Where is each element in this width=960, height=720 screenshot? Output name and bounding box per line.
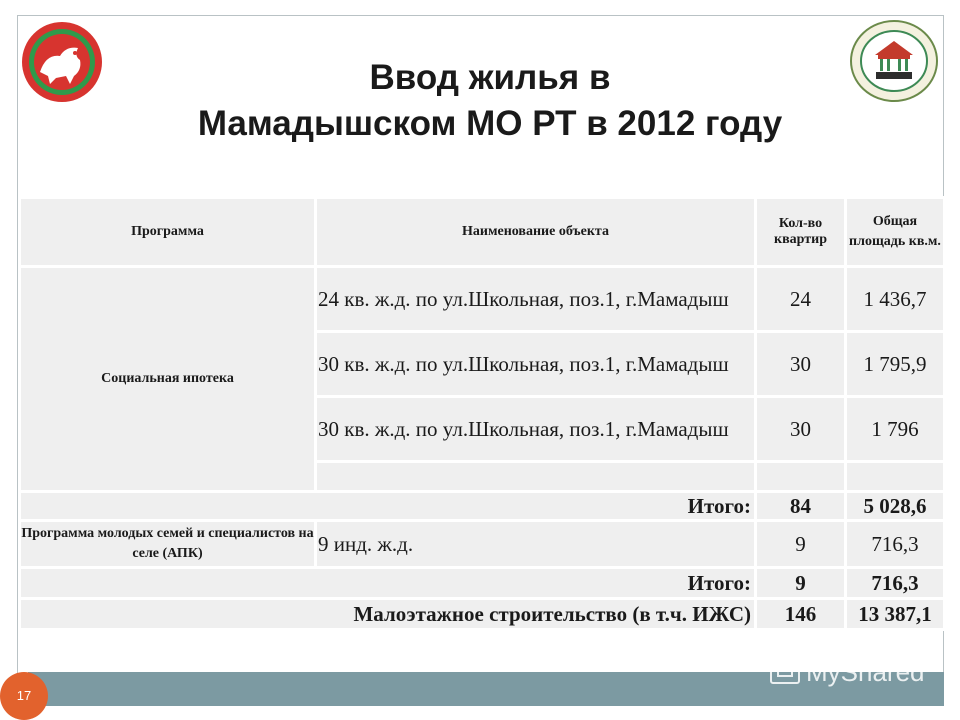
object-cell: 30 кв. ж.д. по ул.Школьная, поз.1, г.Мамадыш (317, 398, 754, 460)
page-number-badge: 17 (0, 672, 48, 720)
housing-fund-logo-icon (849, 19, 939, 103)
empty-cell (847, 463, 943, 490)
subtotal-row (21, 493, 943, 519)
tatarstan-emblem-icon (20, 20, 104, 104)
object-cell: 24 кв. ж.д. по ул.Школьная, поз.1, г.Мамадыш (317, 268, 754, 330)
header-area: Общая площадь кв.м. (847, 199, 943, 265)
presentation-icon (770, 660, 800, 684)
empty-cell (317, 463, 754, 490)
area-cell: 716,3 (847, 522, 943, 566)
header-object: Наименование объекта (317, 199, 754, 265)
grand-total-area: 13 387,1 (847, 600, 943, 628)
subtotal-row (21, 569, 943, 597)
apartments-cell: 24 (757, 268, 844, 330)
table-row (21, 268, 943, 330)
watermark (770, 655, 925, 689)
apartments-cell: 30 (757, 333, 844, 395)
object-cell: 9 инд. ж.д. (317, 522, 754, 566)
subtotal-apartments: 84 (757, 493, 844, 519)
title-line-2: Мамадышском МО РТ в 2012 году (197, 104, 783, 143)
area-cell: 1 796 (847, 398, 943, 460)
subtotal-area: 5 028,6 (847, 493, 943, 519)
header-apartments: Кол-во квартир (757, 199, 844, 265)
object-cell: 30 кв. ж.д. по ул.Школьная, поз.1, г.Мамадыш (317, 333, 754, 395)
subtotal-label: Итого: (21, 569, 754, 597)
title-line-1: Ввод жилья в (369, 58, 611, 97)
subtotal-label: Итого: (21, 493, 754, 519)
apartments-cell: 9 (757, 522, 844, 566)
apartments-cell: 30 (757, 398, 844, 460)
subtotal-apartments: 9 (757, 569, 844, 597)
grand-total-label: Малоэтажное строительство (в т.ч. ИЖС) (21, 600, 754, 628)
program-social-mortgage: Социальная ипотека (21, 268, 314, 490)
header-program: Программа (21, 199, 314, 265)
empty-cell (757, 463, 844, 490)
grand-total-apartments: 146 (757, 600, 844, 628)
area-cell: 1 436,7 (847, 268, 943, 330)
housing-table (18, 196, 946, 631)
grand-total-row (21, 600, 943, 628)
table-header-row (21, 199, 943, 265)
watermark-text: MyShared (806, 656, 925, 687)
page-title (120, 55, 860, 147)
table-row (21, 522, 943, 566)
program-young-families: Программа молодых семей и специалистов на селе (АПК) (21, 522, 314, 566)
subtotal-area: 716,3 (847, 569, 943, 597)
area-cell: 1 795,9 (847, 333, 943, 395)
